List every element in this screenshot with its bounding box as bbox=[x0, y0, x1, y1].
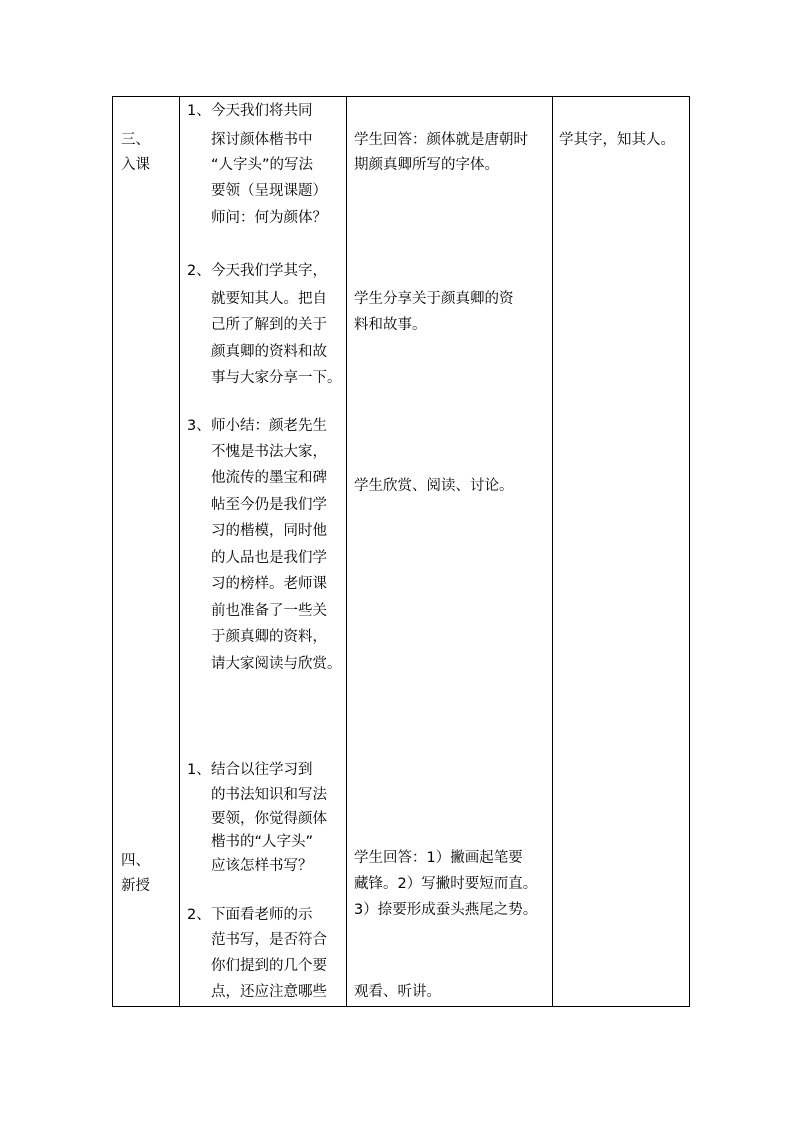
section-3-title-line-2: 入课 bbox=[121, 157, 150, 173]
teacher-line: 事与大家分享一下。 bbox=[211, 370, 342, 386]
student-response-2-line-1: 学生分享关于颜真卿的资 bbox=[354, 291, 514, 307]
student-response-1-line-1: 学生回答：颜体就是唐朝时 bbox=[354, 132, 528, 148]
column-divider-2 bbox=[346, 96, 347, 1007]
teacher-line: 今天我们学其字， bbox=[211, 263, 327, 279]
item-number: 2、 bbox=[187, 907, 211, 923]
teacher-line: 请大家阅读与欣赏。 bbox=[211, 656, 342, 672]
student-response-3: 学生欣赏、阅读、讨论。 bbox=[354, 478, 514, 494]
teacher-line: 颜真卿的资料和故 bbox=[211, 344, 327, 360]
teacher-line: 师小结：颜老先生 bbox=[211, 418, 327, 434]
section-4-title-line-2: 新授 bbox=[121, 878, 150, 894]
item-number: 1、 bbox=[187, 762, 211, 778]
teacher-line: 习的楷模，同时他 bbox=[211, 523, 327, 539]
teacher-line: 你们提到的几个要 bbox=[211, 958, 327, 974]
teacher-line: 点，还应注意哪些 bbox=[211, 984, 327, 1000]
table-left-border bbox=[112, 96, 113, 1007]
teacher-line: 的人品也是我们学 bbox=[211, 550, 327, 566]
section-3-title-line-1: 三、 bbox=[121, 132, 150, 148]
teacher-line: 前也准备了一些关 bbox=[211, 603, 327, 619]
student-response-4-line-1: 学生回答：1）撇画起笔要 bbox=[354, 850, 523, 866]
table-right-border bbox=[689, 96, 690, 1007]
item-number: 3、 bbox=[187, 418, 211, 434]
teacher-line: 要领（呈现课题） bbox=[211, 183, 327, 199]
teacher-line: 楷书的“人字头” bbox=[211, 834, 314, 850]
teacher-line: 结合以往学习到 bbox=[211, 762, 313, 778]
teacher-line: 要领，你觉得颜体 bbox=[211, 811, 327, 827]
table-bottom-border bbox=[112, 1006, 690, 1007]
teacher-line: 应该怎样书写？ bbox=[211, 858, 313, 874]
column-divider-1 bbox=[179, 96, 180, 1007]
teacher-line: 习的榜样。老师课 bbox=[211, 576, 327, 592]
teacher-line: “人字头”的写法 bbox=[211, 157, 314, 173]
student-response-2-line-2: 料和故事。 bbox=[354, 317, 427, 333]
item-number: 2、 bbox=[187, 263, 211, 279]
teacher-line: 下面看老师的示 bbox=[211, 907, 313, 923]
teacher-line: 不愧是书法大家， bbox=[211, 444, 327, 460]
teacher-line: 就要知其人。把自 bbox=[211, 291, 327, 307]
teacher-line: 的书法知识和写法 bbox=[211, 787, 327, 803]
student-response-1-line-2: 期颜真卿所写的字体。 bbox=[354, 157, 499, 173]
teacher-line: 他流传的墨宝和碑 bbox=[211, 470, 327, 486]
table-top-border bbox=[112, 96, 690, 97]
teacher-line: 师问：何为颜体？ bbox=[211, 210, 327, 226]
teacher-line: 己所了解到的关于 bbox=[211, 317, 327, 333]
teacher-line: 范书写，是否符合 bbox=[211, 932, 327, 948]
teacher-line: 今天我们将共同 bbox=[211, 103, 313, 119]
column-divider-3 bbox=[552, 96, 553, 1007]
teacher-line: 于颜真卿的资料， bbox=[211, 629, 327, 645]
section-4-title-line-1: 四、 bbox=[121, 853, 150, 869]
design-intent-1: 学其字，知其人。 bbox=[559, 132, 675, 148]
student-response-4-line-3: 3）捺要形成蚕头燕尾之势。 bbox=[354, 902, 538, 918]
teacher-line: 探讨颜体楷书中 bbox=[211, 132, 313, 148]
item-number: 1、 bbox=[187, 103, 211, 119]
student-response-5: 观看、听讲。 bbox=[354, 984, 441, 1000]
teacher-line: 帖至今仍是我们学 bbox=[211, 497, 327, 513]
student-response-4-line-2: 藏锋。2）写撇时要短而直。 bbox=[354, 876, 538, 892]
